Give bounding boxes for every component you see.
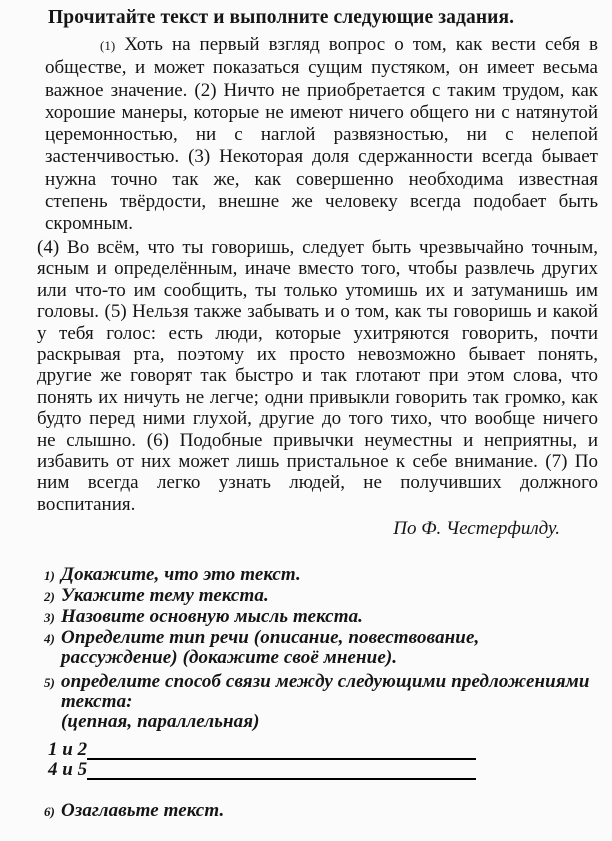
task-text-line: рассуждение) (докажите своё мнение). xyxy=(61,647,398,668)
text-line: (4) Во всём, что ты говоришь, следует быть чрезвычайно точным, xyxy=(37,237,598,258)
text-line: будто перед ними глухой, другие до того тихо, что вообще ничего xyxy=(37,408,598,430)
task-number: 5) xyxy=(44,675,55,690)
task-item-3 xyxy=(44,606,589,627)
task-number: 1) xyxy=(44,568,55,583)
task-text-line: Определите тип речи (описание, повествование, xyxy=(61,627,480,648)
task-number: 6) xyxy=(44,804,55,819)
task-text xyxy=(61,628,479,668)
text-line-content: Хоть на первый взгляд вопрос о том, как вести себя в xyxy=(124,34,599,55)
text-line: хорошие манеры, которые не имеют ничего общего ни с натянутой xyxy=(45,101,598,123)
text-line: понять их ничуть не легче; одни привыкли говорить так громко, как xyxy=(37,386,598,408)
task-number: 4) xyxy=(44,631,55,646)
text-line: ясным и определённым, иначе вместо того, чтобы развлечь других xyxy=(37,258,598,280)
task-text-line: текста: xyxy=(61,691,133,712)
page-title: Прочитайте текст и выполните следующие задания. xyxy=(48,7,515,28)
text-line: другие же говорят так быстро и так глотают при этом слова, что xyxy=(37,365,598,387)
text-line: застенчивостью. (3) Некоторая доля сдержанности всегда бывает xyxy=(45,146,598,168)
task-number: 3) xyxy=(44,610,55,625)
text-line: не слышно. (6) Подобные привычки неуместны и неприятны, и xyxy=(37,429,598,451)
fill-in-row xyxy=(48,760,476,780)
text-line: церемонностью, ни с наглой развязностью, ни с нелепой xyxy=(45,124,598,146)
text-line: степень твёрдости, внешне же человеку всегда подобает быть xyxy=(45,191,598,213)
task-text xyxy=(61,672,589,732)
task-number: 2) xyxy=(44,589,55,604)
task-text: Озаглавьте текст. xyxy=(61,800,225,821)
fill-in-blank-line xyxy=(87,762,476,780)
sentence-number-marker: (1) xyxy=(100,38,116,53)
task-text-line: (цепная, параллельная) xyxy=(61,711,260,732)
task-item-5 xyxy=(44,671,589,732)
task-item-2 xyxy=(44,585,589,606)
text-line: нужна точно так же, как совершенно необходима известная xyxy=(45,168,598,190)
task-text: Докажите, что это текст. xyxy=(61,564,301,585)
task-item-6 xyxy=(44,800,224,821)
fill-in-section xyxy=(48,740,476,780)
text-line: важное значение. (2) Ничто не приобретается с таким трудом, как xyxy=(45,79,598,101)
task-list xyxy=(44,564,589,732)
task-item-1 xyxy=(44,564,589,585)
fill-in-label: 1 и 2 xyxy=(48,739,88,760)
text-paragraph-1 xyxy=(45,34,598,236)
task-text-line: определите способ связи между следующими предложениями xyxy=(61,671,590,692)
text-line xyxy=(45,34,598,57)
author-attribution: По Ф. Честерфилду. xyxy=(393,518,560,539)
text-line: головы. (5) Нельзя также забывать и о том, как ты говоришь и какой xyxy=(37,301,598,323)
text-line: скромным. xyxy=(45,213,134,235)
text-paragraph-2 xyxy=(37,237,598,515)
fill-in-label: 4 и 5 xyxy=(48,759,88,780)
text-line: ним всегда легко узнать людей, не получивших должного xyxy=(37,472,598,494)
text-line: воспитания. xyxy=(37,493,136,515)
text-line: у тебя голос: есть люди, которые ухитряются говорить, почти xyxy=(37,322,598,344)
fill-in-blank-line xyxy=(87,742,476,760)
task-text: Укажите тему текста. xyxy=(61,585,269,606)
fill-in-row xyxy=(48,740,476,760)
text-line: обществе, и может показаться сущим пустяком, он имеет весьма xyxy=(45,57,598,79)
text-line: раскрывая рта, поэтому их просто невозможно бывает понять, xyxy=(37,344,598,366)
text-line: или что-то им сообщить, ты только утомишь их и затуманишь им xyxy=(37,279,598,301)
task-item-4 xyxy=(44,627,589,668)
task-text: Назовите основную мысль текста. xyxy=(61,606,364,627)
text-line: избавить от них может лишь пристальное к себе внимание. (7) По xyxy=(37,451,598,473)
